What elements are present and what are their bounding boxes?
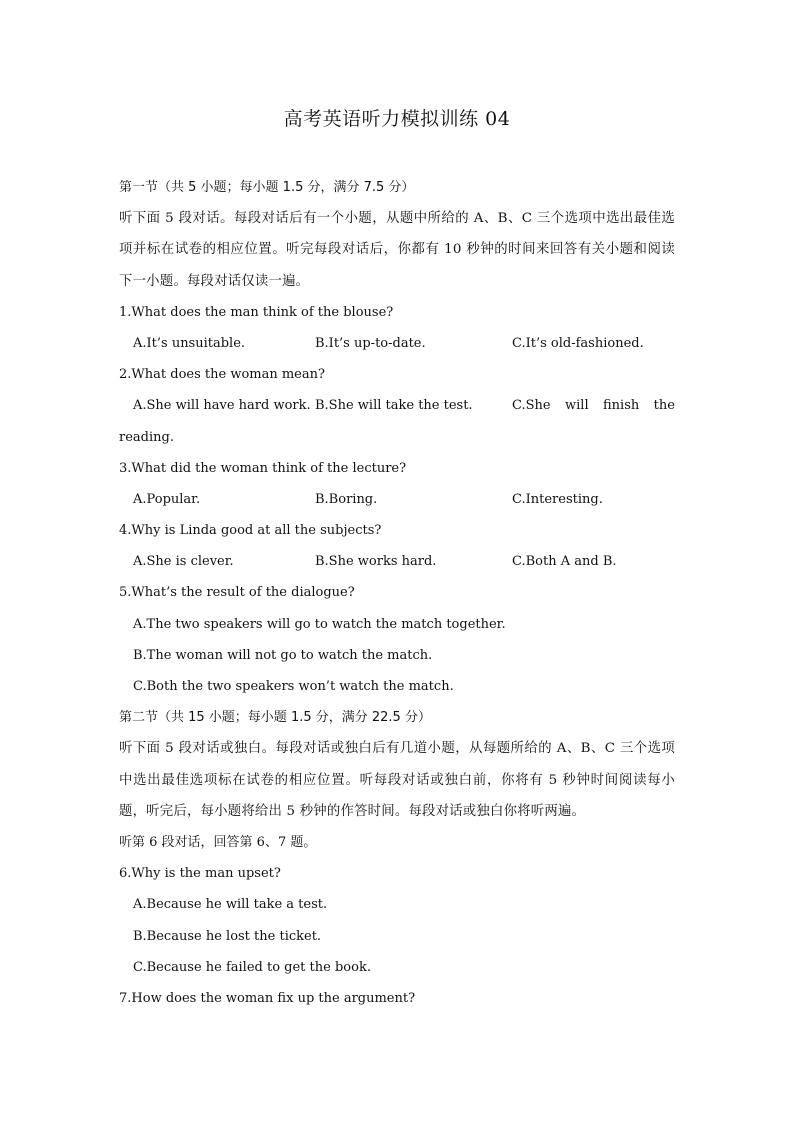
option-a: A.She is clever. <box>133 554 234 570</box>
option-b: B.She will take the test. <box>315 398 473 414</box>
question-3-options <box>119 484 675 515</box>
question-2: 2.What does the woman mean? <box>119 367 325 383</box>
section-2-instructions: 听下面 5 段对话或独白。每段对话或独白后有几道小题，从每题所给的 A、B、C 三个选项中选出最佳选项标在试卷的相应位置。听每段对话或独白前，你将有 5 秒钟时间阅读每小题，听完后，每小题将给出 5 秒钟的作答时间。每段对话或独白你将听两遍。 <box>119 741 675 819</box>
option-b: B.Boring. <box>315 491 378 507</box>
page-title: 高考英语听力模拟训练 04 <box>283 108 511 130</box>
question-6: 6.Why is the man upset? <box>119 866 281 882</box>
option-a: A.She will have hard work. <box>133 398 311 414</box>
option-a: A.Because he will take a test. <box>133 897 328 913</box>
option-c-word: will <box>565 398 589 414</box>
option-c-continuation: reading. <box>119 429 174 445</box>
question-1: 1.What does the man think of the blouse? <box>119 304 394 320</box>
section-1-heading: 第一节（共 5 小题；每小题 1.5 分，满分 7.5 分） <box>119 180 415 195</box>
question-3: 3.What did the woman think of the lecture? <box>119 460 407 476</box>
option-c-word: finish <box>603 398 640 414</box>
option-c: C.Both the two speakers won’t watch the match. <box>133 679 454 695</box>
question-1-options <box>119 328 675 359</box>
question-4: 4.Why is Linda good at all the subjects? <box>119 523 382 539</box>
option-c <box>512 390 675 421</box>
question-4-options <box>119 546 675 577</box>
option-c: C.Both A and B. <box>512 554 617 570</box>
option-c-word: C.She <box>512 398 551 414</box>
option-c: C.Because he failed to get the book. <box>133 959 371 975</box>
question-5: 5.What’s the result of the dialogue? <box>119 585 355 601</box>
question-7: 7.How does the woman fix up the argument? <box>119 990 416 1006</box>
question-2-options <box>119 390 675 421</box>
section-1-instructions: 听下面 5 段对话。每段对话后有一个小题，从题中所给的 A、B、C 三个选项中选出最佳选项并标在试卷的相应位置。听完每段对话后，你都有 10 秒钟的时间来回答有关小题和阅读下一小题。每段对话仅读一遍。 <box>119 211 675 289</box>
dialogue-6-instruction: 听第 6 段对话，回答第 6、7 题。 <box>119 835 317 851</box>
option-a: A.Popular. <box>133 491 201 507</box>
option-a: A.It’s unsuitable. <box>133 335 246 351</box>
document-body <box>119 172 675 1014</box>
option-a: A.The two speakers will go to watch the match together. <box>133 616 506 632</box>
option-c: C.Interesting. <box>512 491 603 507</box>
option-b: B.The woman will not go to watch the match. <box>133 647 433 663</box>
option-c: C.It’s old-fashioned. <box>512 335 644 351</box>
section-2-heading: 第二节（共 15 小题；每小题 1.5 分，满分 22.5 分） <box>119 710 431 726</box>
option-b: B.She works hard. <box>315 554 437 570</box>
option-c-word: the <box>653 398 675 414</box>
option-b: B.Because he lost the ticket. <box>133 928 322 944</box>
option-b: B.It’s up-to-date. <box>315 335 426 351</box>
